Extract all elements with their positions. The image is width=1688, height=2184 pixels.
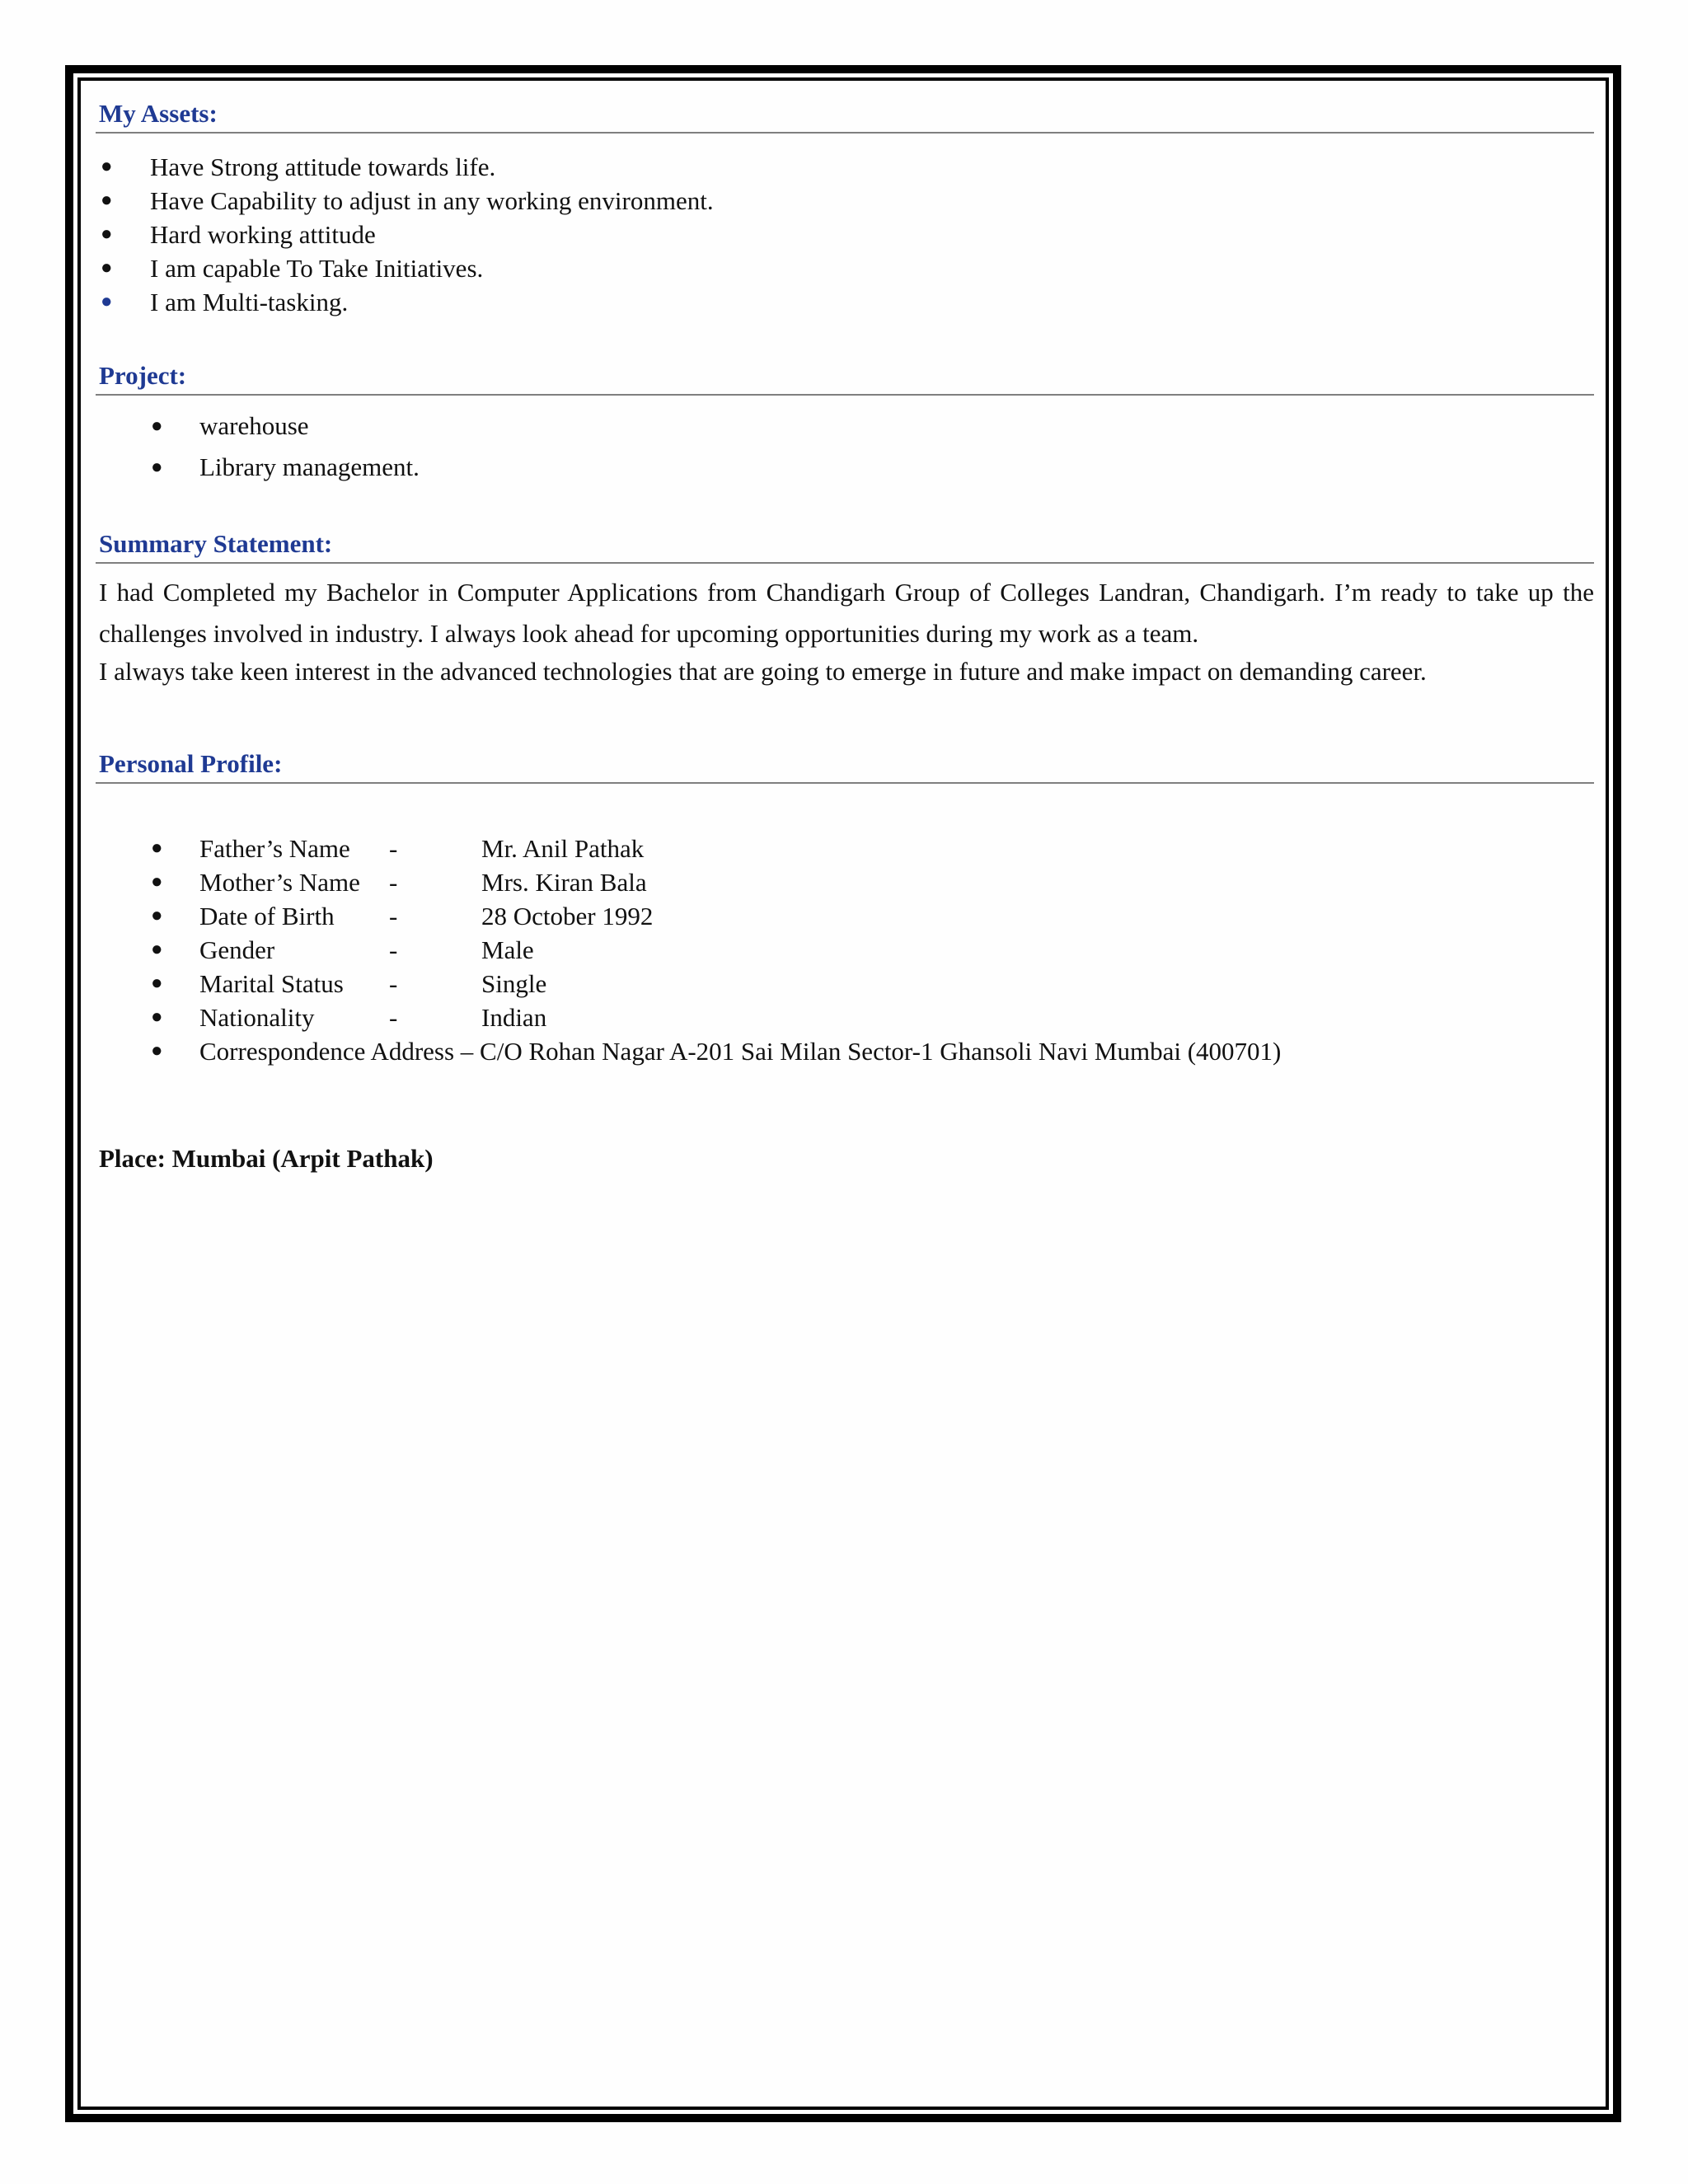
profile-separator: - — [389, 1003, 398, 1032]
profile-label: Date of Birth — [199, 902, 335, 930]
profile-separator: - — [389, 969, 398, 998]
list-item: ● warehouse — [96, 405, 1594, 447]
list-item: ● Hard working attitude — [96, 218, 1594, 251]
profile-label: Gender — [199, 935, 275, 964]
assets-list — [96, 150, 1594, 319]
profile-label: Mother’s Name — [199, 868, 360, 897]
profile-separator: - — [389, 834, 398, 863]
bullet-icon: ● — [151, 1040, 163, 1062]
bullet-icon: ● — [151, 972, 163, 994]
profile-label: Father’s Name — [199, 834, 350, 863]
profile-separator: - — [389, 935, 398, 964]
profile-item — [96, 832, 1594, 865]
bullet-icon: ● — [101, 223, 113, 245]
summary-paragraph: I always take keen interest in the advanced technologies that are going to emerge in future and make impact on demanding career. — [99, 657, 1427, 686]
project-list — [96, 405, 1594, 488]
profile-value: Mrs. Kiran Bala — [481, 868, 647, 897]
profile-item-address — [96, 1034, 1594, 1068]
profile-item — [96, 933, 1594, 967]
profile-value: 28 October 1992 — [481, 902, 654, 930]
resume-content — [96, 97, 1594, 1175]
list-item: ● Library management. — [96, 447, 1594, 488]
bullet-icon: ● — [151, 939, 163, 960]
bullet-icon: ● — [101, 156, 113, 177]
bullet-icon: ● — [151, 457, 163, 478]
bullet-icon: ● — [151, 871, 163, 893]
list-item: ● I am capable To Take Initiatives. — [96, 251, 1594, 285]
bullet-icon: ● — [151, 905, 163, 926]
profile-label: Marital Status — [199, 969, 344, 998]
list-item: ● I am Multi-tasking. — [96, 285, 1594, 319]
section-heading-personal-profile: Personal Profile: — [96, 748, 1594, 784]
profile-item — [96, 865, 1594, 899]
profile-item — [96, 967, 1594, 1001]
personal-profile-list — [96, 832, 1594, 1068]
profile-item — [96, 1001, 1594, 1034]
bullet-icon: ● — [101, 291, 113, 312]
profile-separator: - — [389, 868, 398, 897]
bullet-icon: ● — [151, 1006, 163, 1028]
list-item: ● Have Capability to adjust in any working environment. — [96, 184, 1594, 218]
bullet-icon: ● — [101, 190, 113, 211]
list-item: ● Have Strong attitude towards life. — [96, 150, 1594, 184]
profile-item — [96, 899, 1594, 933]
section-heading-project: Project: — [96, 359, 1594, 396]
profile-value: Single — [481, 969, 547, 998]
section-heading-my-assets: My Assets: — [96, 97, 1594, 134]
profile-value: Indian — [481, 1003, 547, 1032]
summary-paragraph: I had Completed my Bachelor in Computer Applications from Chandigarh Group of Colleges Landran, Chandigarh. I’m ready to take up the challenges involved in industry. I always look ahead for upcoming opportunities during my work as a team. — [99, 578, 1594, 648]
section-heading-summary: Summary Statement: — [96, 527, 1594, 564]
profile-value: Mr. Anil Pathak — [481, 834, 645, 863]
profile-value: Male — [481, 935, 534, 964]
bullet-icon: ● — [151, 415, 163, 437]
profile-separator: - — [389, 902, 398, 930]
place-signature: Place: Mumbai (Arpit Pathak) — [99, 1144, 434, 1173]
profile-address: Correspondence Address – C/O Rohan Nagar A-201 Sai Milan Sector-1 Ghansoli Navi Mumbai (400701) — [199, 1037, 1282, 1066]
bullet-icon: ● — [101, 257, 113, 279]
profile-label: Nationality — [199, 1003, 315, 1032]
bullet-icon: ● — [151, 837, 163, 859]
